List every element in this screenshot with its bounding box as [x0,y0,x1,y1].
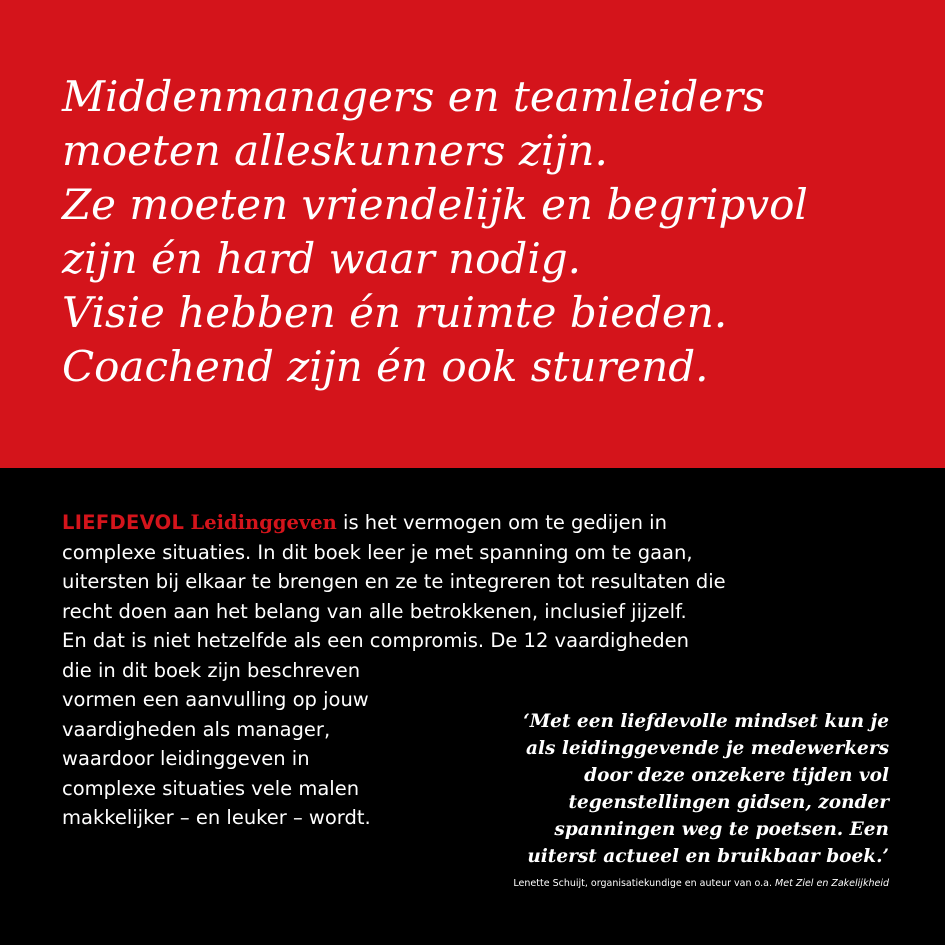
description-line: En dat is niet hetzelfde als een compromis. De 12 vaardigheden [62,629,689,652]
testimonial-quote [523,708,889,870]
description-line: die in dit boek zijn beschreven [62,658,361,682]
quote-line: uiterst actueel en bruikbaar boek.’ [527,846,889,867]
headline-line: moeten alleskunners zijn. [62,126,608,175]
description-line: complexe situaties. In dit boek leer je met spanning om te gaan, [62,540,693,564]
attribution-text: Lenette Schuijt, organisatiekundige en auteur van o.a. [513,878,776,889]
quote-line: door deze onzekere tijden vol [584,765,889,786]
brand-name-liefdevol: LIEFDEVOL [62,511,185,534]
headline [62,70,808,394]
description-line: vaardigheden als manager, [62,717,331,741]
quote-attribution [513,878,889,889]
description-line: uitersten bij elkaar te brengen en ze te integreren tot resultaten die [62,570,726,593]
attribution-book-title: Met Ziel en Zakelijkheid [775,878,889,889]
description-line: makkelijker – en leuker – wordt. [62,806,371,829]
description-line: recht doen aan het belang van alle betrokkenen, inclusief jijzelf. [62,599,687,623]
headline-line: Coachend zijn én ook sturend. [62,342,709,391]
description-panel [0,468,945,945]
headline-panel [0,0,945,468]
quote-line: spanningen weg te poetsen. Een [554,819,889,840]
quote-line: tegenstellingen gidsen, zonder [568,792,889,813]
description-line [62,508,726,538]
description-line: waardoor leidinggeven in [62,747,310,770]
description-line: vormen een aanvulling op jouw [62,688,369,711]
quote-line: ‘Met een liefdevolle mindset kun je [523,711,889,732]
quote-line: als leidinggevende je medewerkers [525,738,889,759]
headline-line: Visie hebben én ruimte bieden. [62,288,728,337]
description-line-text: is het vermogen om te gedijen in [336,511,667,534]
headline-line: zijn én hard waar nodig. [62,234,581,283]
description-line: complexe situaties vele malen [62,776,360,800]
headline-line: Middenmanagers en teamleiders [62,72,765,121]
headline-line: Ze moeten vriendelijk en begripvol [62,180,808,229]
brand-name-leidinggeven: Leidinggeven [190,511,337,534]
